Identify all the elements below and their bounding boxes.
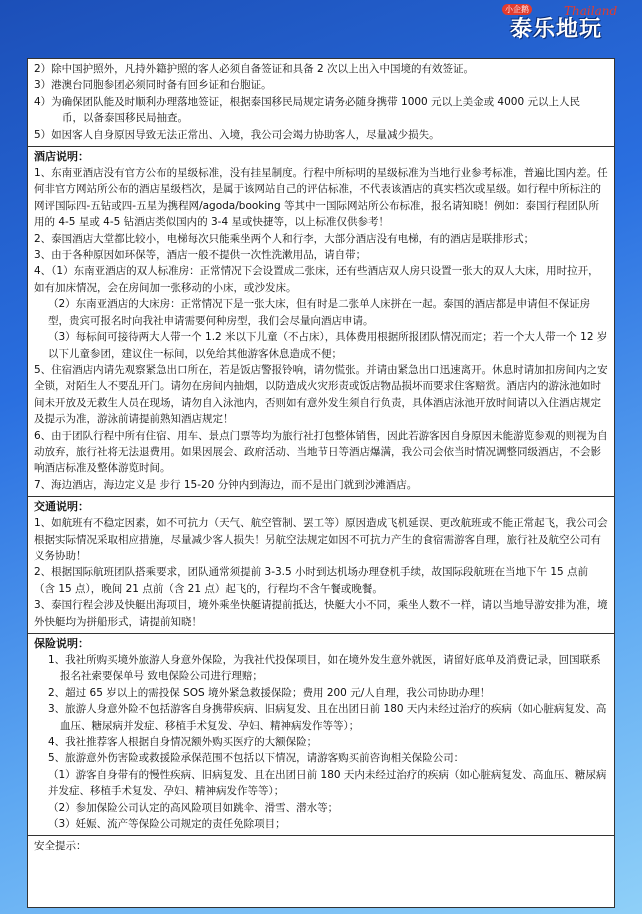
hotel-item: 6、由于团队行程中所有住宿、用车、景点门票等均为旅行社打包整体销售，因此若游客因自身原因未能游览参观的则视为自动放弃，旅行社将无法退费用。如果因展会、政府活动、当地节日等酒店爆满，我公司会依当时情况调整同级酒店，不会影响酒店标准及整体游览时间。 xyxy=(34,429,608,475)
hotel-item: 1、东南亚酒店没有官方公布的星级标准，没有挂星制度。行程中所标明的星级标准为当地行业参考标准，普遍比国内差。任何非官方网站所公布的酒店星级档次，是属于该网站自己的评估标准，不代表该酒店的真实档次或星级。如行程中所标注的网评国际四-五钻或四-五星为携程网/agoda/booking 等其中一国际网站所公布标准，报名请知晓！例如：泰国行程团队所用的 4-5 星或 4-5 钻酒店类似国内的 3-4 星或快捷等，以上标准仅供参考！ xyxy=(34,167,608,229)
hotel-item: 4、（1）东南亚酒店的双人标准房：正常情况下会设置成二张床，还有些酒店双人房只设置一张大的双人大床，用时拉开，如有加床情况，会在房间加一张移动的小床，或沙发床。 xyxy=(34,265,599,294)
logo-badge: 小企鹅 xyxy=(502,4,532,15)
logo-sub-text: Thailand xyxy=(564,4,618,18)
visa-item: 3）港澳台同胞参团必须同时备有回乡证和台胞证。 xyxy=(34,79,272,92)
hotel-section xyxy=(28,147,614,497)
traffic-item: 1、如航班有不稳定因素，如不可抗力（天气、航空管制、罢工等）原因造成飞机延误、更改航班或不能正常起飞，我公司会根据实际情况采取相应措施，尽量减少客人损失！另航空法规定如因不可抗力产生的食宿需游客自理，旅行社及航空公司有义务协助！ xyxy=(34,517,608,562)
logo-main-text: 泰乐地玩 xyxy=(510,17,603,42)
safety-title: 安全提示： xyxy=(34,840,87,853)
insurance-subitem: （2）参加保险公司认定的高风险项目如跳伞、滑雪、潜水等； xyxy=(48,801,339,814)
insurance-subitem: （3）妊娠、流产等保险公司规定的责任免除项目； xyxy=(48,818,286,831)
brand-logo xyxy=(502,4,632,52)
insurance-section xyxy=(28,634,614,836)
insurance-item: 5、旅游意外伤害险或救援险承保范围不包括以下情况，请游客购买前咨询相关保险公司： xyxy=(48,752,465,765)
visa-item: 4）为确保团队能及时顺利办理落地签证，根据泰国移民局规定请务必随身携带 1000 元以上美金或 4000 元以上人民 xyxy=(34,95,580,108)
visa-section xyxy=(28,59,614,147)
traffic-item: 3、泰国行程会涉及快艇出海项目，境外乘坐快艇请提前抵达，快艇大小不同，乘坐人数不一样，请以当地导游安排为准，境外快艇均为拼船形式，请提前知晓！ xyxy=(34,599,608,628)
page-header xyxy=(0,0,642,60)
traffic-section xyxy=(28,497,614,634)
visa-item: 2）除中国护照外，凡持外籍护照的客人必须自备签证和具备 2 次以上出入中国境的有效签证。 xyxy=(34,63,475,75)
hotel-item: 3、由于各种原因如环保等，酒店一般不提供一次性洗漱用品，请自带； xyxy=(34,249,367,262)
hotel-item: 5、住宿酒店内请先观察紧急出口所在，若是饭店警报铃响，请勿慌张。并请由紧急出口迅速离开。休息时请加扣房间内之安全锁，对陌生人不要乱开门。请勿在房间内抽烟，以防造成火灾形责或饭店物品损坏而要求住客赔赏。酒店内的游泳池如时间未开放及无救生人员在现场，请勿自入泳池内，否则如有意外发生须自行负责，具体酒店泳池开放时间请以入住酒店规定及提示为准，游泳前请提前熟知酒店规定！ xyxy=(34,363,608,426)
visa-item: 币，以备泰国移民局抽查。 xyxy=(62,112,188,125)
document-table xyxy=(27,58,615,908)
hotel-item: 2、泰国酒店大堂都比较小，电梯每次只能乘坐两个人和行李，大部分酒店没有电梯，有的酒店是联排形式； xyxy=(34,232,535,245)
traffic-title: 交通说明： xyxy=(34,500,89,514)
visa-item: 5）如因客人自身原因导致无法正常出、入境，我公司会竭力协助客人，尽量减少损失。 xyxy=(34,128,440,141)
insurance-subitem: （1）游客自身带有的慢性疾病、旧病复发、且在出团日前 180 天内未经过治疗的疾病（如心脏病复发、高血压、糖尿病并发症、移植手术复发、孕妇、精神病发作等等）； xyxy=(48,768,607,798)
hotel-item: （2）东南亚酒店的大床房：正常情况下是一张大床，但有时是二张单人床拼在一起。泰国的酒店都是申请但不保证房型，贵宾可报名时向我社申请需要何种房型，我们会尽量向酒店申请。 xyxy=(48,298,591,327)
traffic-item: 2、根据国际航班团队搭乘要求，团队通常须提前 3-3.5 小时到达机场办理登机手续，故国际段航班在当地下午 15 点前（含 15 点），晚间 21 点前（含 21 点）起飞的，行程均不含午餐或晚餐。 xyxy=(34,566,589,595)
hotel-title: 酒店说明： xyxy=(34,150,89,164)
hotel-item: 7、海边酒店，海边定义是 步行 15-20 分钟内到海边，而不是出门就到沙滩酒店。 xyxy=(34,478,418,491)
insurance-item: 3、旅游人身意外险不包括游客自身携带疾病、旧病复发、且在出团日前 180 天内未经过治疗的疾病（如心脏病复发、高血压、糖尿病并发症、移植手术复发、孕妇、精神病发作等等）； xyxy=(48,703,607,732)
insurance-item: 4、我社推荐客人根据自身情况额外购买医疗的大额保险； xyxy=(48,736,318,749)
insurance-item: 1、我社所购买境外旅游人身意外保险，为我社代投保项目，如在境外发生意外就医，请留好底单及消费记录，回国联系报名社索要保单号 致电保险公司进行理赔； xyxy=(48,654,601,683)
insurance-item: 2、超过 65 岁以上的需投保 SOS 境外紧急救援保险；费用 200 元/人自理，我公司协助办理！ xyxy=(48,686,491,699)
safety-section xyxy=(28,836,614,857)
insurance-title: 保险说明： xyxy=(34,637,89,650)
hotel-item: （3）每标间可接待两大人带一个 1.2 米以下儿童（不占床），具体费用根据所报团队情况而定；若一个大人带一个 12 岁以下儿童参团，建议住一标间，以免给其他游客休息造成不便； xyxy=(48,331,608,360)
